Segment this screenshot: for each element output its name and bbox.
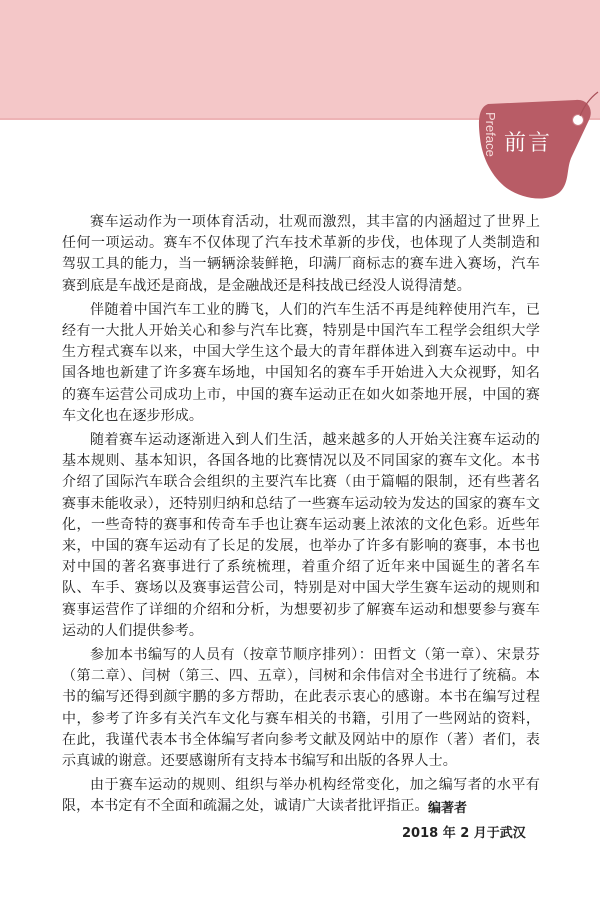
preface-body (62, 212, 540, 821)
paragraph: 由于赛车运动的规则、组织与举办机构经常变化，加之编写者的水平有限，本书定有不全面和疏漏之处，诚请广大读者批评指正。 (62, 777, 540, 815)
signature-block (340, 797, 540, 841)
page-title-english: Preface (483, 112, 498, 157)
signature-author: 编著者 (428, 801, 468, 816)
paragraph: 赛车运动作为一项体育活动，壮观而激烈，其丰富的内涵超过了世界上任何一项运动。赛车不仅体现了汽车技术革新的步伐，也体现了人类制造和驾驭工具的能力，当一辆辆涂装鲜艳，印满厂商标志的赛车进入赛场，汽车赛到底是车战还是商战，是金融战还是科技战已经没人说得清楚。 (62, 214, 540, 294)
signature-date: 2018 年 2 月于武汉 (402, 826, 526, 841)
paragraph: 随着赛车运动逐渐进入到人们生活，越来越多的人开始关注赛车运动的基本规则、基本知识，各国各地的比赛情况以及不同国家的赛车文化。本书介绍了国际汽车联合会组织的主要汽车比赛（由于篇幅的限制，还有些著名赛事未能收录），还特别归纳和总结了一些赛车运动较为发达的国家的赛车文化，一些奇特的赛事和传奇车手也让赛车运动裹上浓浓的文化色彩。近些年来，中国的赛车运动有了长足的发展，也举办了许多有影响的赛事，本书也对中国的著名赛事进行了系统梳理，着重介绍了近年来中国诞生的著名车队、车手、赛场以及赛事运营公司，特别是对中国大学生赛车运动的规则和赛事运营作了详细的介绍和分析，为想要初步了解赛车运动和想要参与赛车运动的人们提供参考。 (62, 432, 540, 639)
paragraph: 参加本书编写的人员有（按章节顺序排列）：田哲文（第一章）、宋景芬（第二章）、闫树（第三、四、五章），闫树和余伟信对全书进行了统稿。本书的编写还得到颜宇鹏的多方帮助，在此表示衷心的感谢。本书在编写过程中，参考了许多有关汽车文化与赛车相关的书籍，引用了一些网站的资料，在此，我谨代表本书全体编写者向参考文献及网站中的原作（著）者们，表示真诚的谢意。还要感谢所有支持本书编写和出版的各界人士。 (62, 647, 540, 770)
page-title: 前言 (504, 131, 553, 156)
paragraph: 伴随着中国汽车工业的腾飞，人们的汽车生活不再是纯粹使用汽车，已经有一大批人开始关心和参与汽车比赛，特别是中国汽车工程学会组织大学生方程式赛车以来，中国大学生这个最大的青年群体进入到赛车运动中。中国各地也新建了许多赛车场地，中国知名的赛车手开始进入大众视野，知名的赛车运营公司成功上市，中国的赛车运动正在如火如荼地开展，中国的赛车文化也在逐步形成。 (62, 301, 540, 424)
